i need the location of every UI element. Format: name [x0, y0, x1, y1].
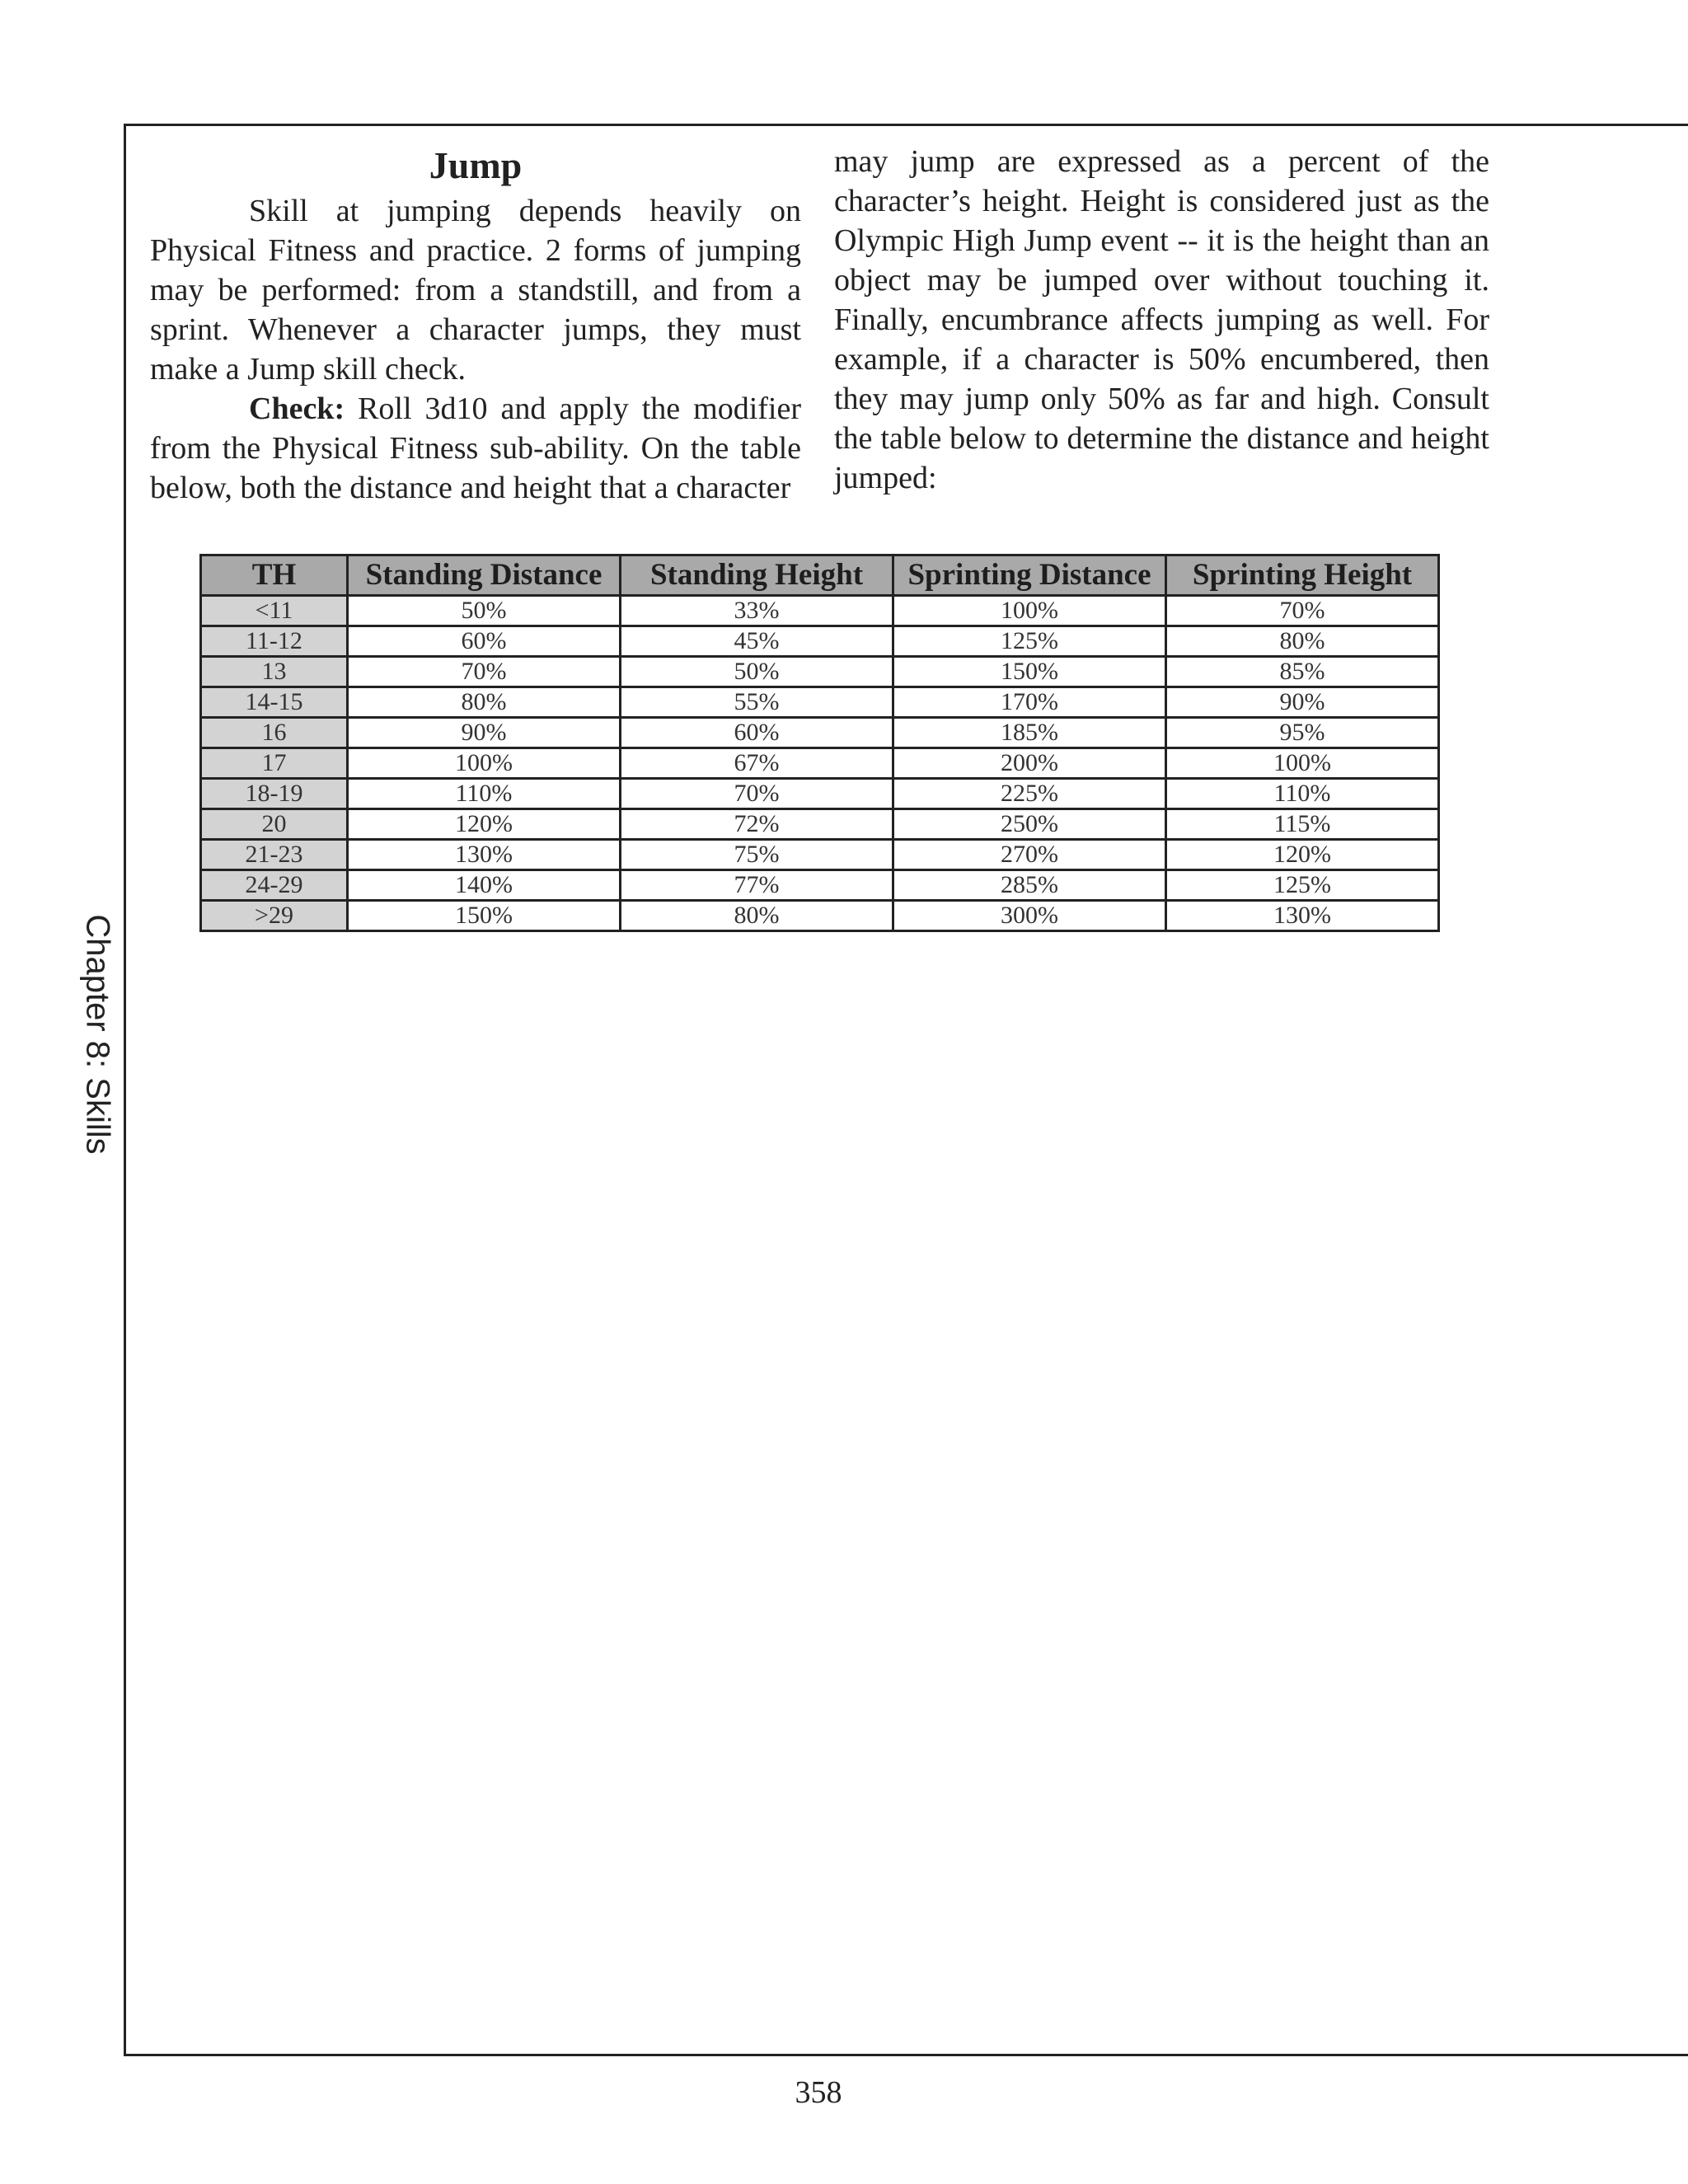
table-row [201, 596, 1439, 626]
table-cell: 100% [348, 748, 621, 779]
table-cell: 70% [348, 657, 621, 687]
th-cell: 13 [201, 657, 348, 687]
jump-table [199, 554, 1440, 932]
text-column-right [834, 142, 1489, 498]
table-cell: 285% [893, 870, 1166, 901]
th-cell: 17 [201, 748, 348, 779]
table-cell: 130% [1166, 901, 1439, 931]
table-cell: 80% [1166, 626, 1439, 657]
th-cell: 11-12 [201, 626, 348, 657]
table-row [201, 657, 1439, 687]
table-cell: 80% [621, 901, 893, 931]
th-cell: 21-23 [201, 840, 348, 870]
table-cell: 130% [348, 840, 621, 870]
page-frame-bottom-rule [124, 2054, 1688, 2056]
table-row [201, 779, 1439, 809]
table-cell: 225% [893, 779, 1166, 809]
table-cell: 185% [893, 718, 1166, 748]
table-cell: 55% [621, 687, 893, 718]
table-cell: 50% [621, 657, 893, 687]
page-frame-left-rule [124, 124, 126, 2055]
table-cell: 50% [348, 596, 621, 626]
page-frame-top-rule [124, 124, 1688, 126]
table-cell: 85% [1166, 657, 1439, 687]
table-row [201, 718, 1439, 748]
table-cell: 100% [893, 596, 1166, 626]
intro-paragraph: Skill at jumping depends heavily on Physical Fitness and practice. 2 forms of jumping may be performed: from a standstill, and from a sprint. Whenever a character jumps, they must make a Jump skill check. [150, 194, 801, 387]
th-cell: 24-29 [201, 870, 348, 901]
table-cell: 300% [893, 901, 1166, 931]
table-cell: 67% [621, 748, 893, 779]
table-cell: 95% [1166, 718, 1439, 748]
table-cell: 90% [1166, 687, 1439, 718]
table-row [201, 626, 1439, 657]
check-text: Roll 3d10 and apply the modifier from the Physical Fitness sub-ability. On the table below, both the distance and height that a character [150, 391, 801, 505]
continued-paragraph: may jump are expressed as a percent of the character’s height. Height is considered just as the Olympic High Jump event -- it is the height than an object may be jumped over without touching it. Finally, encumbrance affects jumping as well. For example, if a character is 50% encumbered, then they may jump only 50% as far and high. Consult the table below to determine the distance and height jumped: [834, 144, 1489, 495]
th-cell: 20 [201, 809, 348, 840]
table-cell: 70% [621, 779, 893, 809]
table-cell: 140% [348, 870, 621, 901]
section-title: Jump [429, 144, 523, 186]
header-sprinting-height: Sprinting Height [1166, 555, 1439, 596]
th-cell: >29 [201, 901, 348, 931]
table-cell: 110% [1166, 779, 1439, 809]
table-row [201, 840, 1439, 870]
table-row [201, 748, 1439, 779]
check-label: Check: [249, 391, 345, 426]
table-cell: 200% [893, 748, 1166, 779]
header-sprinting-distance: Sprinting Distance [893, 555, 1166, 596]
table-cell: 77% [621, 870, 893, 901]
table-cell: 110% [348, 779, 621, 809]
table-cell: 33% [621, 596, 893, 626]
table-cell: 115% [1166, 809, 1439, 840]
table-cell: 120% [1166, 840, 1439, 870]
th-cell: <11 [201, 596, 348, 626]
header-standing-distance: Standing Distance [348, 555, 621, 596]
text-column-left [150, 142, 801, 508]
table-row [201, 901, 1439, 931]
table-cell: 125% [893, 626, 1166, 657]
table-cell: 125% [1166, 870, 1439, 901]
page-number: 358 [795, 2075, 842, 2110]
table-row [201, 809, 1439, 840]
table-cell: 120% [348, 809, 621, 840]
table-cell: 150% [893, 657, 1166, 687]
check-paragraph [150, 389, 801, 508]
table-cell: 150% [348, 901, 621, 931]
table-cell: 270% [893, 840, 1166, 870]
table-header-row [201, 555, 1439, 596]
table-cell: 60% [621, 718, 893, 748]
table-cell: 45% [621, 626, 893, 657]
table-cell: 100% [1166, 748, 1439, 779]
th-cell: 14-15 [201, 687, 348, 718]
header-th: TH [201, 555, 348, 596]
th-cell: 18-19 [201, 779, 348, 809]
table-cell: 250% [893, 809, 1166, 840]
table-cell: 75% [621, 840, 893, 870]
table-row [201, 870, 1439, 901]
table-cell: 60% [348, 626, 621, 657]
header-standing-height: Standing Height [621, 555, 893, 596]
table-cell: 80% [348, 687, 621, 718]
table-cell: 72% [621, 809, 893, 840]
table-row [201, 687, 1439, 718]
table-cell: 90% [348, 718, 621, 748]
table-cell: 170% [893, 687, 1166, 718]
table-cell: 70% [1166, 596, 1439, 626]
chapter-label: Chapter 8: Skills [79, 914, 116, 1155]
th-cell: 16 [201, 718, 348, 748]
